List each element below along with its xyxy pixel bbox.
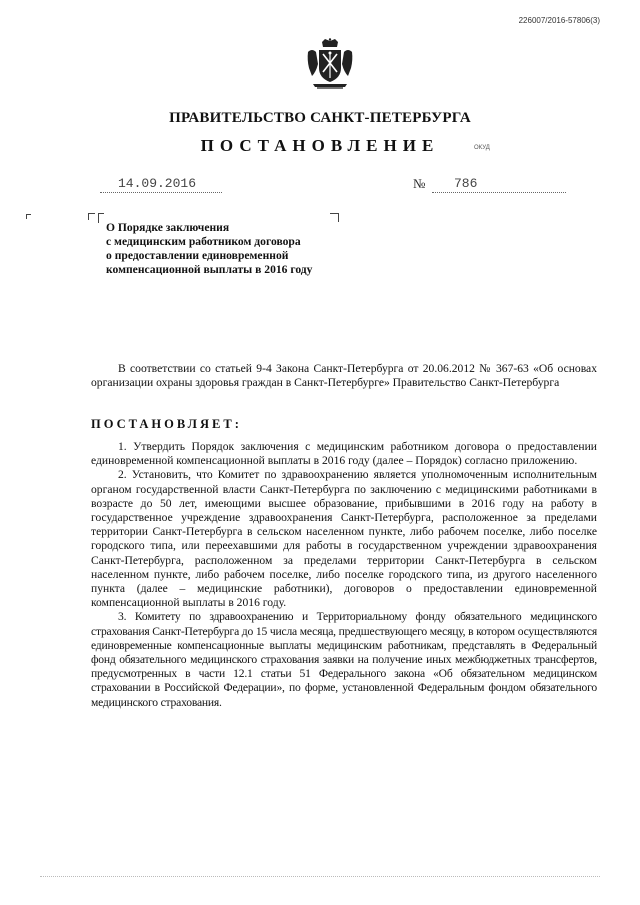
decree-title: ПОСТАНОВЛЕНИЕ bbox=[200, 136, 440, 155]
resolves-heading: ПОСТАНОВЛЯЕТ: bbox=[91, 417, 242, 431]
document-registration-number: 226007/2016-57806(3) bbox=[518, 16, 600, 25]
subject-line: с медицинским работником договора bbox=[106, 235, 301, 248]
subject-line: О Порядке заключения bbox=[106, 221, 230, 234]
corner-mark bbox=[88, 213, 95, 220]
decree-items bbox=[91, 440, 597, 710]
subject-line: о предоставлении единовременной bbox=[106, 249, 289, 262]
coat-of-arms-emblem-icon bbox=[305, 38, 355, 92]
subject-line: компенсационной выплаты в 2016 году bbox=[106, 263, 313, 276]
corner-mark bbox=[98, 213, 104, 223]
decree-number: 786 bbox=[432, 176, 566, 193]
decree-subject bbox=[106, 221, 366, 277]
decree-item-2: 2. Установить, что Комитет по здравоохранению является уполномоченным исполнительным органом государственной власти Санкт-Петербурга по заключению с медицинскими работниками в возрасте до 50 лет, имеющими высшее образование, прибывшими в 2016 году на работу в государственное учреждение здравоохранения Санкт-Петербурга, расположенное за пределами территории Санкт-Петербурга в сельском населенном пункте, либо рабочем поселке, либо поселке городского типа, или переехавшими для работы в государственном учреждении здравоохранения Санкт-Петербурга, расположенном за пределами территории Санкт-Петербурга в сельском населенном пункте, либо рабочем поселке, либо поселке городского типа, из другого населенного пункта (далее – медицинские работники), договоров о предоставлении единовременной компенсационной выплаты в 2016 году. bbox=[91, 468, 597, 610]
number-label: № bbox=[413, 176, 426, 191]
footer-divider bbox=[40, 876, 600, 878]
decree-item-1: 1. Утвердить Порядок заключения с медицинским работником договора о предоставлении единовременной компенсационной выплаты в 2016 году (далее – Порядок) согласно приложению. bbox=[91, 440, 597, 468]
preamble-text: В соответствии со статьей 9-4 Закона Санкт-Петербурга от 20.06.2012 № 367-63 «Об основах организации охраны здоровья граждан в Санкт-Петербурге» Правительство Санкт-Петербурга bbox=[91, 362, 597, 390]
corner-mark bbox=[26, 214, 31, 219]
preamble bbox=[91, 362, 597, 390]
government-title: ПРАВИТЕЛЬСТВО САНКТ-ПЕТЕРБУРГА bbox=[169, 110, 471, 126]
okud-mark: ОКУД bbox=[474, 145, 490, 151]
decree-item-3: 3. Комитету по здравоохранению и Территориальному фонду обязательного медицинского страхования Санкт-Петербурга до 15 числа месяца, предшествующего месяцу, в котором осуществляются единовременные компенсационные выплаты медицинским работникам, представлять в Федеральный фонд обязательного медицинского страхования заявки на получение иных межбюджетных трансфертов, предусмотренных в части 12.1 статьи 51 Федерального закона «Об обязательном медицинском страховании в Российской Федерации», по форме, установленной Федеральным фондом обязательного медицинского страхования. bbox=[91, 610, 597, 709]
decree-date: 14.09.2016 bbox=[100, 176, 222, 193]
